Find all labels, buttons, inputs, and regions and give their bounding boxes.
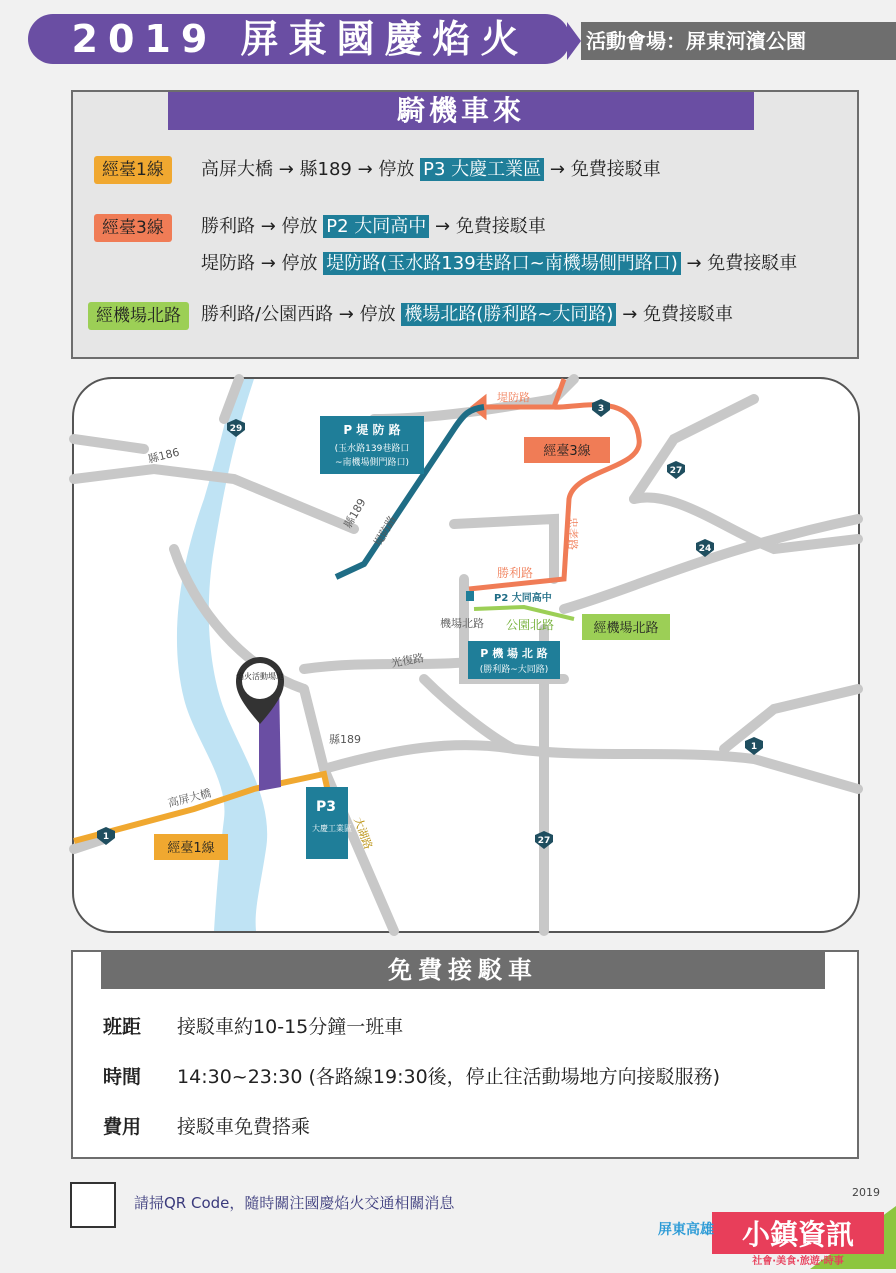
svg-text:P 機 場 北 路: P 機 場 北 路 bbox=[480, 647, 548, 660]
svg-text:高屏大橋: 高屏大橋 bbox=[166, 786, 213, 810]
route-tag-tai1: 經臺1線 bbox=[94, 156, 172, 184]
shuttle-label: 費用 bbox=[103, 1116, 142, 1138]
map-svg bbox=[74, 379, 858, 931]
shuttle-label: 班距 bbox=[103, 1016, 142, 1038]
svg-text:堤防路: 堤防路 bbox=[497, 391, 530, 404]
route-tag-tai3: 經臺3線 bbox=[94, 214, 172, 242]
qr-code[interactable] bbox=[70, 1182, 116, 1228]
svg-text:小鎮資訊: 小鎮資訊 bbox=[741, 1218, 855, 1251]
qr-note: 請掃QR Code，隨時關注國慶焰火交通相關消息 bbox=[134, 1194, 455, 1212]
svg-text:社會·美食·旅遊·時事: 社會·美食·旅遊·時事 bbox=[752, 1256, 844, 1267]
airport-route-label bbox=[582, 614, 670, 640]
svg-text:經機場北路: 經機場北路 bbox=[593, 621, 659, 636]
route-post: → 免費接駁車 bbox=[686, 253, 798, 274]
route-post: → 免費接駁車 bbox=[549, 159, 661, 180]
svg-text:1: 1 bbox=[102, 832, 110, 842]
venue-banner bbox=[568, 22, 896, 60]
parking-dike-label bbox=[320, 416, 424, 474]
route-post: → 免費接駁車 bbox=[622, 304, 734, 325]
watermark-logo bbox=[658, 1186, 896, 1269]
svg-text:P3: P3 bbox=[316, 799, 337, 815]
route-line-1 bbox=[201, 155, 661, 185]
tai1-label bbox=[154, 834, 228, 860]
svg-text:焰火活動場地: 焰火活動場地 bbox=[236, 672, 284, 681]
parking-airport-label bbox=[468, 641, 560, 679]
svg-text:27: 27 bbox=[669, 466, 683, 476]
page-title: 2019 屏東國慶焰火 bbox=[71, 17, 529, 61]
svg-text:P2 大同高中: P2 大同高中 bbox=[494, 593, 552, 604]
parking-p2: P2 大同高中 bbox=[323, 215, 429, 238]
route-pre: 勝利路/公園西路 → 停放 bbox=[201, 304, 396, 325]
svg-text:(勝利路~大同路): (勝利路~大同路) bbox=[479, 665, 549, 675]
svg-text:~南機場側門路口): ~南機場側門路口) bbox=[334, 458, 410, 468]
svg-text:大湖路: 大湖路 bbox=[351, 815, 375, 852]
venue-text: 活動會場：屏東河濱公園 bbox=[586, 29, 806, 53]
shuttle-heading: 免費接駁車 bbox=[101, 951, 825, 989]
svg-text:堤防路: 堤防路 bbox=[371, 513, 400, 549]
moto-heading: 騎機車來 bbox=[168, 92, 754, 130]
shuttle-row-fee bbox=[103, 1112, 310, 1139]
svg-text:大慶工業區: 大慶工業區 bbox=[312, 824, 352, 833]
svg-text:縣189: 縣189 bbox=[341, 496, 369, 531]
route-pre: 高屏大橋 → 縣189 → 停放 bbox=[201, 159, 415, 180]
svg-text:2019: 2019 bbox=[852, 1186, 880, 1199]
route-pre: 勝利路 → 停放 bbox=[201, 216, 318, 237]
svg-text:高屏溪: 高屏溪 bbox=[243, 539, 257, 576]
parking-p3: P3 大慶工業區 bbox=[420, 158, 544, 181]
shuttle-value: 接駁車免費搭乘 bbox=[177, 1116, 311, 1138]
svg-text:機場北路: 機場北路 bbox=[440, 617, 484, 630]
svg-text:公園北路: 公園北路 bbox=[506, 618, 555, 632]
arrow-icon bbox=[567, 22, 581, 60]
svg-text:縣189: 縣189 bbox=[329, 733, 361, 746]
shuttle-value: 14:30~23:30 (各路線19:30後，停止往活動場地方向接駁服務) bbox=[177, 1066, 721, 1088]
route-line-2 bbox=[201, 212, 546, 242]
svg-text:24: 24 bbox=[698, 544, 712, 554]
shuttle-label: 時間 bbox=[103, 1066, 142, 1088]
svg-text:勝利路: 勝利路 bbox=[497, 566, 534, 580]
svg-text:P 堤 防 路: P 堤 防 路 bbox=[343, 423, 401, 437]
svg-text:29: 29 bbox=[229, 424, 243, 434]
svg-text:光復路: 光復路 bbox=[390, 651, 426, 670]
route-tag-airport: 經機場北路 bbox=[88, 302, 189, 330]
route-line-4 bbox=[201, 300, 733, 330]
svg-text:縣186: 縣186 bbox=[146, 445, 181, 466]
parking-airport: 機場北路(勝利路~大同路) bbox=[401, 303, 616, 326]
svg-text:屏東高雄: 屏東高雄 bbox=[658, 1222, 714, 1238]
svg-text:1: 1 bbox=[750, 742, 758, 752]
svg-text:忠孝路: 忠孝路 bbox=[566, 517, 579, 550]
parking-p3-label bbox=[306, 787, 352, 859]
route-pre: 堤防路 → 停放 bbox=[201, 253, 318, 274]
route-line-3 bbox=[201, 249, 797, 279]
parking-p2-label bbox=[466, 591, 552, 604]
route-map bbox=[72, 377, 860, 933]
shuttle-row-time bbox=[103, 1062, 720, 1089]
shuttle-row-interval bbox=[103, 1012, 403, 1039]
svg-text:27: 27 bbox=[537, 836, 551, 846]
svg-text:3: 3 bbox=[597, 404, 605, 414]
svg-text:經臺1線: 經臺1線 bbox=[167, 841, 215, 856]
tai3-label bbox=[524, 437, 610, 463]
route-post: → 免費接駁車 bbox=[435, 216, 546, 237]
svg-text:(玉水路139巷路口: (玉水路139巷路口 bbox=[334, 444, 410, 454]
watermark-svg bbox=[658, 1186, 896, 1269]
parking-dike: 堤防路(玉水路139巷路口~南機場側門路口) bbox=[323, 252, 680, 275]
shuttle-value: 接駁車約10-15分鐘一班車 bbox=[177, 1016, 404, 1038]
svg-text:經臺3線: 經臺3線 bbox=[543, 444, 591, 459]
